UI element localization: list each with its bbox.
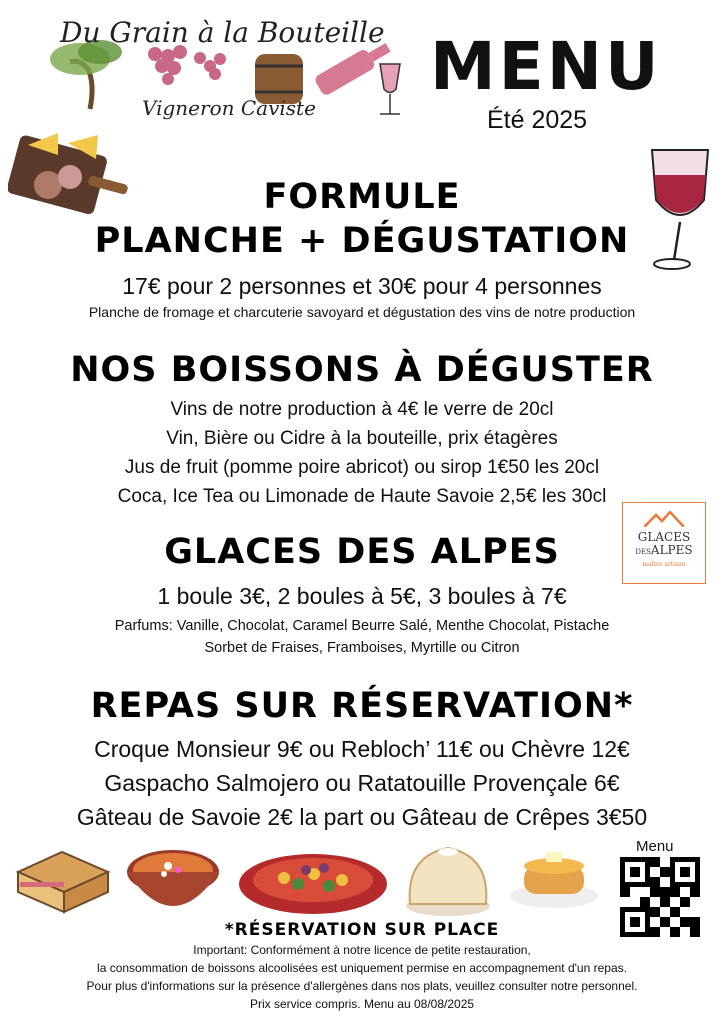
repas-item-3: Gâteau de Savoie 2€ la part ou Gâteau de Crêpes 3€50 [76, 804, 648, 830]
gateau-de-savoie-illustration [402, 836, 494, 920]
repas-item-2: Gaspacho Salmojero ou Ratatouille Provençale 6€ [104, 770, 620, 796]
footer-line-2: la consommation de boissons alcoolisées est uniquement permise en accompagnement d'un repas. [97, 961, 627, 975]
boissons-item-2: Vin, Bière ou Cidre à la bouteille, prix étagères [166, 428, 558, 449]
boissons-title: NOS BOISSONS À DÉGUSTER [70, 350, 654, 390]
footer-line-1: Important: Conformément à notre licence de petite restauration, [193, 943, 531, 957]
footer-line-3: Pour plus d'informations sur la présence d'allergènes dans nos plats, veuillez consulter notre personnel. [86, 979, 638, 993]
reservation-notice: *RÉSERVATION SUR PLACE [224, 920, 500, 940]
formule-description: Planche de fromage et charcuterie savoyard et dégustation des vins de notre production [88, 304, 636, 320]
formule-title-line2: PLANCHE + DÉGUSTATION [94, 221, 630, 261]
brand-name: Du Grain à la Bouteille [60, 16, 385, 49]
glaces-logo-line2-big: ALPES [650, 543, 693, 557]
glaces-logo-line1: GLACES [637, 530, 691, 544]
menu-title: MENU [430, 28, 662, 105]
qr-label: Menu [636, 838, 674, 855]
glaces-title: GLACES DES ALPES [164, 532, 560, 572]
croque-monsieur-illustration [12, 842, 114, 920]
boissons-item-3: Jus de fruit (pomme poire abricot) ou sirop 1€50 les 20cl [124, 457, 600, 478]
glaces-logo-line3: maître artisan [642, 561, 686, 568]
ratatouille-dish-illustration [234, 840, 392, 920]
gateau-de-crepes-illustration [508, 838, 600, 910]
boissons-item-4: Coca, Ice Tea ou Limonade de Haute Savoie 2,5€ les 30cl [117, 486, 607, 507]
footer-line-4: Prix service compris. Menu au 08/08/2025 [249, 997, 475, 1011]
brand-tagline: Vigneron Caviste [142, 96, 316, 120]
boissons-item-1: Vins de notre production à 4€ le verre de 20cl [170, 399, 554, 420]
mountain-icon [644, 511, 684, 527]
brand-logo [50, 14, 410, 124]
formule-title-line1: FORMULE [263, 177, 461, 217]
glaces-logo-line2-small: DES [635, 548, 651, 556]
formule-price: 17€ pour 2 personnes et 30€ pour 4 personnes [122, 273, 602, 299]
glaces-parfums-2: Sorbet de Fraises, Framboises, Myrtille ou Citron [204, 640, 520, 656]
repas-title: REPAS SUR RÉSERVATION* [90, 686, 634, 726]
glaces-des-alpes-logo [622, 502, 706, 584]
glaces-prices: 1 boule 3€, 2 boules à 5€, 3 boules à 7€ [157, 583, 567, 609]
repas-item-1: Croque Monsieur 9€ ou Rebloch’ 11€ ou Chèvre 12€ [94, 736, 630, 762]
gaspacho-bowl-illustration [118, 830, 228, 925]
glaces-parfums-1: Parfums: Vanille, Chocolat, Caramel Beurre Salé, Menthe Chocolat, Pistache [114, 618, 610, 634]
menu-season: Été 2025 [487, 106, 588, 134]
